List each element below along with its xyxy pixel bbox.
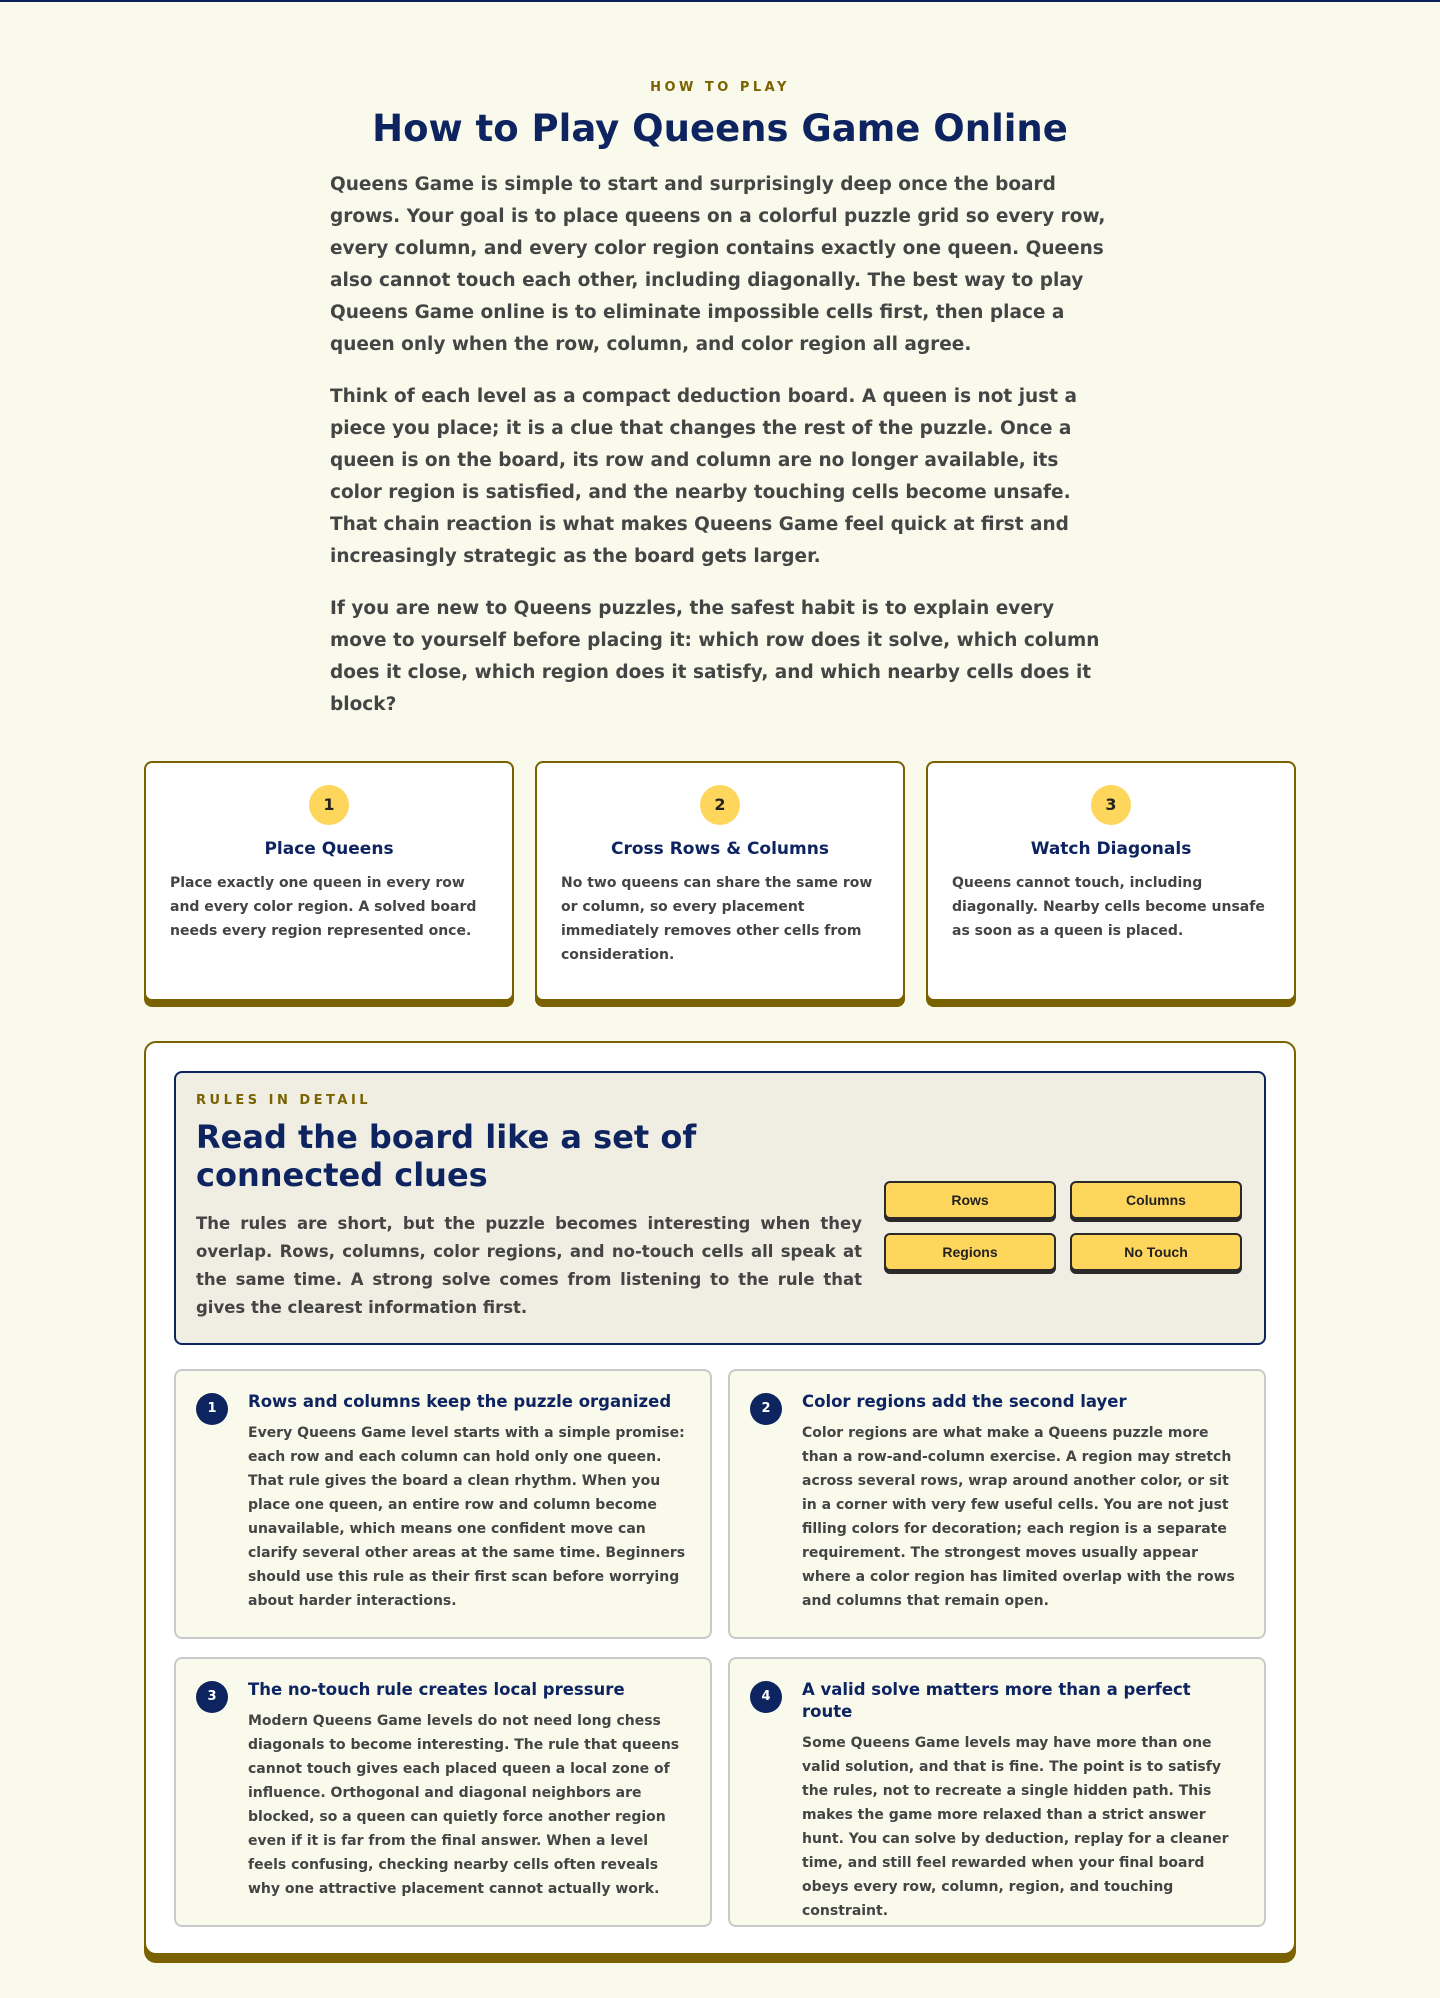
detail-title: A valid solve matters more than a perfect route — [802, 1680, 1191, 1722]
rules-detail-section — [144, 1041, 1296, 1955]
detail-number-badge: 3 — [196, 1681, 228, 1713]
detail-card-no-touch — [174, 1657, 712, 1927]
intro-paragraph: Think of each level as a compact deduction board. A queen is not just a piece you place; it is a clue that changes the rest of the puzzle. Once a queen is on the board, its row and column are no longer available, its color region is satisfied, and the nearby touching cells become unsafe. That chain reaction is what makes Queens Game feel quick at first and increasingly strategic as the board gets larger. — [330, 386, 1077, 568]
detail-card-color-regions — [728, 1369, 1266, 1639]
chip-regions-button[interactable]: Regions — [884, 1233, 1056, 1271]
detail-card-valid-solve — [728, 1657, 1266, 1927]
detail-title: Rows and columns keep the puzzle organized — [248, 1392, 672, 1412]
chip-columns-button[interactable]: Columns — [1070, 1181, 1242, 1219]
detail-number-badge: 4 — [750, 1681, 782, 1713]
card-text: Place exactly one queen in every row and every color region. A solved board needs every region represented once. — [170, 875, 477, 940]
rule-card-place-queens — [144, 761, 514, 1001]
rules-eyebrow: RULES IN DETAIL — [196, 1093, 372, 1109]
rule-card-watch-diagonals — [926, 761, 1296, 1001]
detail-number-badge: 2 — [750, 1393, 782, 1425]
detail-text: Color regions are what make a Queens puzzle more than a row-and-column exercise. A region may stretch across several rows, wrap around another color, or sit in a corner with very few useful cells. You are not just filling colors for decoration; each region is a separate requirement. The strongest moves usually appear where a color region has limited overlap with the rows and columns that remain open. — [802, 1425, 1235, 1610]
step-number-badge: 1 — [309, 785, 349, 825]
detail-title: The no-touch rule creates local pressure — [248, 1680, 625, 1700]
quick-rules-cards — [144, 761, 1296, 1001]
rules-hero-panel — [174, 1071, 1266, 1345]
rule-chips — [884, 1181, 1244, 1319]
intro-paragraph: Queens Game is simple to start and surprisingly deep once the board grows. Your goal is to place queens on a colorful puzzle grid so every row, every column, and every color region contains exactly one queen. Queens also cannot touch each other, including diagonally. The best way to play Queens Game online is to eliminate impossible cells first, then place a queen only when the row, column, and color region all agree. — [330, 174, 1106, 356]
detail-card-rows-columns — [174, 1369, 712, 1639]
card-text: Queens cannot touch, including diagonally. Nearby cells become unsafe as soon as a queen is placed. — [952, 875, 1265, 940]
section-eyebrow: HOW TO PLAY — [650, 80, 790, 95]
card-title: Cross Rows & Columns — [611, 839, 829, 860]
card-text: No two queens can share the same row or column, so every placement immediately removes other cells from consideration. — [561, 875, 873, 964]
rules-detail-grid — [174, 1369, 1266, 1927]
rules-intro-text: The rules are short, but the puzzle becomes interesting when they overlap. Rows, columns, color regions, and no-touch cells all speak at the same time. A strong solve comes from listening to the rule that gives the clearest information first. — [196, 1214, 862, 1318]
page-title: How to Play Queens Game Online — [372, 107, 1068, 150]
detail-body — [802, 1679, 1244, 1920]
rule-card-cross-rows-columns — [535, 761, 905, 1001]
step-number-badge: 2 — [700, 785, 740, 825]
intro-paragraph: If you are new to Queens puzzles, the safest habit is to explain every move to yourself before placing it: which row does it solve, which column does it close, which region does it satisfy, and which nearby cells does it block? — [330, 598, 1100, 716]
chip-no-touch-button[interactable]: No Touch — [1070, 1233, 1242, 1271]
intro-section — [330, 2, 1110, 721]
detail-title: Color regions add the second layer — [802, 1392, 1127, 1412]
card-title: Place Queens — [264, 839, 394, 860]
rules-hero-text — [196, 1093, 862, 1319]
detail-text: Some Queens Game levels may have more than one valid solution, and that is fine. The point is to satisfy the rules, not to recreate a single hidden path. This makes the game more relaxed than a strict answer hunt. You can solve by deduction, replay for a cleaner time, and still feel rewarded when your final board obeys every row, column, region, and touching constraint. — [802, 1735, 1229, 1920]
rules-title: Read the board like a set of connected clues — [196, 1118, 697, 1195]
chip-rows-button[interactable]: Rows — [884, 1181, 1056, 1219]
detail-text: Every Queens Game level starts with a simple promise: each row and each column can hold only one queen. That rule gives the board a clean rhythm. When you place one queen, an entire row and column become unavailable, which means one confident move can clarify several other areas at the same time. Beginners should use this rule as their first scan before worrying about harder interactions. — [248, 1425, 686, 1610]
step-number-badge: 3 — [1091, 785, 1131, 825]
detail-number-badge: 1 — [196, 1393, 228, 1425]
detail-text: Modern Queens Game levels do not need long chess diagonals to become interesting. The rule that queens cannot touch gives each placed queen a local zone of influence. Orthogonal and diagonal neighbors are blocked, so a queen can quietly force another region even if it is far from the final answer. When a level feels confusing, checking nearby cells often reveals why one attractive placement cannot actually work. — [248, 1713, 680, 1898]
detail-body — [802, 1391, 1244, 1619]
detail-body — [248, 1391, 690, 1619]
card-title: Watch Diagonals — [1030, 839, 1192, 860]
detail-body — [248, 1679, 690, 1907]
